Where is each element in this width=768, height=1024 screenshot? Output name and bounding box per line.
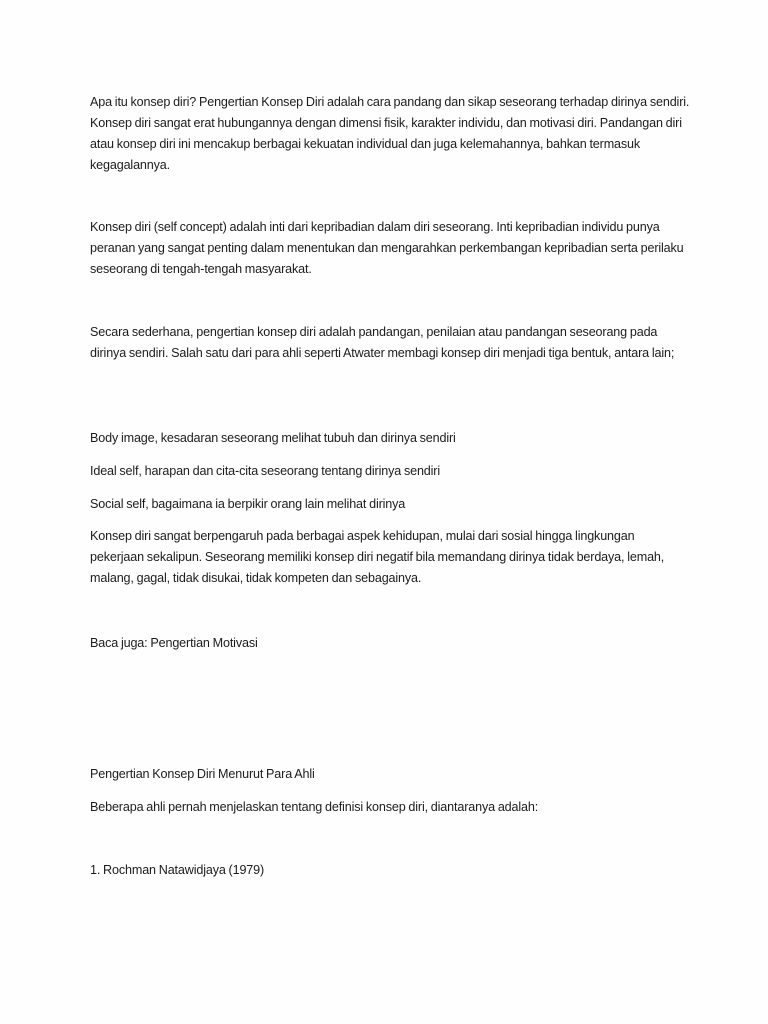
read-also-link: Baca juga: Pengertian Motivasi bbox=[90, 636, 258, 650]
paragraph-intro: Apa itu konsep diri? Pengertian Konsep Diri adalah cara pandang dan sikap seseorang terhadap dirinya sendiri. Konsep diri sangat erat hubungannya dengan dimensi fisik, karakter individu, dan motivasi diri. Pandangan diri atau konsep diri ini mencakup berbagai kekuatan individual dan juga kelemahannya, bahkan termasuk kegagalannya. bbox=[90, 95, 690, 172]
list-item-body-image: Body image, kesadaran seseorang melihat tubuh dan dirinya sendiri bbox=[90, 431, 456, 445]
paragraph-self-concept: Konsep diri (self concept) adalah inti dari kepribadian dalam diri seseorang. Inti kepribadian individu punya peranan yang sangat penting dalam menentukan dan mengarahkan perkembangan kepribadian serta perilaku seseorang di tengah-tengah masyarakat. bbox=[90, 220, 684, 276]
list-item-ideal-self: Ideal self, harapan dan cita-cita seseorang tentang dirinya sendiri bbox=[90, 464, 440, 478]
list-item-expert-1: 1. Rochman Natawidjaya (1979) bbox=[90, 863, 265, 877]
section-heading-experts: Pengertian Konsep Diri Menurut Para Ahli bbox=[90, 767, 315, 781]
paragraph-influence: Konsep diri sangat berpengaruh pada berbagai aspek kehidupan, mulai dari sosial hingga lingkungan pekerjaan sekalipun. Seseorang memiliki konsep diri negatif bila memandang dirinya tidak berdaya, lemah, malang, gagal, tidak disukai, tidak kompeten dan sebagainya. bbox=[90, 529, 665, 585]
paragraph-experts-intro: Beberapa ahli pernah menjelaskan tentang definisi konsep diri, diantaranya adalah: bbox=[90, 800, 539, 814]
list-item-social-self: Social self, bagaimana ia berpikir orang lain melihat dirinya bbox=[90, 497, 406, 511]
paragraph-simple-definition: Secara sederhana, pengertian konsep diri adalah pandangan, penilaian atau pandangan seseorang pada dirinya sendiri. Salah satu dari para ahli seperti Atwater membagi konsep diri menjadi tiga bentuk, antara lain; bbox=[90, 325, 675, 360]
